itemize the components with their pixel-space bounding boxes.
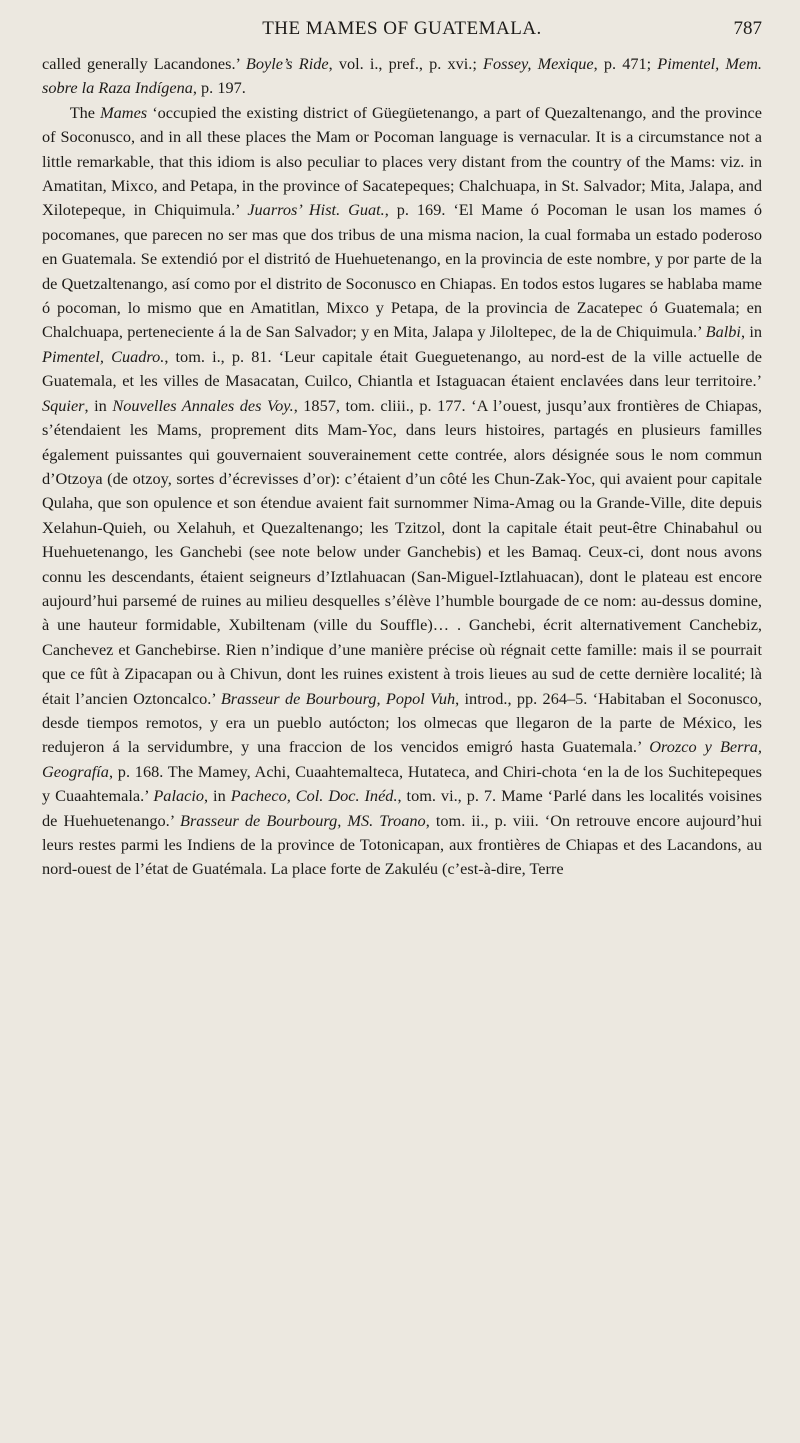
text-run: , in xyxy=(204,786,231,806)
citation-italic: Mames xyxy=(100,102,148,122)
text-run: , tom. i., p. 81. ‘Leur capitale était Gueguetenango, au nord-est de la ville actuelle de Guatemala, et les villes de Masacatan, Cuilco, Chiantla et Istaguacan étaient enclavées dans leur territoire.’ xyxy=(42,346,762,391)
citation-italic: Nouvelles Annales des Voy. xyxy=(112,395,294,415)
text-run: , p. 169. ‘El Mame ó Pocoman le usan los mames ó pocomanes, que parecen no ser mas que dos tribus de una misma nacion, la cual formaba un estado poderoso en Guatemala. Se extendió por el distritó de Huehuetenango, en la provincia de este nombre, y por parte de la de Quetzaltenango, así como por el distrito de Soconusco en Chiapas. En todos estos lugares se hablaba mame ó pocoman, lo mismo que en Amatitlan, Mixco y Petapa, de la provincia de Zacatepec ó Guatemala; en Chalchuapa, perteneciente á la de San Salvador; y en Mita, Jalapa y Jiloltepec, de la de Chiquimula.’ xyxy=(42,200,762,342)
page-number: 787 xyxy=(733,18,762,39)
text-run: , in xyxy=(84,395,113,415)
text-run: , vol. i., pref., p. xvi.; xyxy=(328,54,484,73)
text-run: , tom. vi., p. 7. Mame ‘Parlé dans les localités voisines de Huehuetenango.’ xyxy=(42,786,762,830)
book-page xyxy=(0,4,800,1443)
citation-italic: Palacio xyxy=(153,786,204,806)
text-run: , p. 168. The Mamey, Achi, Cuaahtemalteca, Hutateca, and Chiri-chota ‘en la de los Suchitepeques y Cuaahtemala.’ xyxy=(42,761,762,806)
citation-italic: Pimentel, Mem. sobre la Raza Indígena xyxy=(42,54,762,98)
text-run: , 1857, tom. cliii., p. 177. ‘A l’ouest, jusqu’aux frontières de Chiapas, s’étendaient les Mams, proprement dits Mam-Yoc, dans leurs histoires, partagés en plusieurs familles également puissantes qui gouvernaient souverainement cette contrée, alors désignée sous le nom commun d’Otzoya (de otzoy, sortes d’écrevisses d’or): c’étaient d’un côté les Chun-Zak-Yoc, qui avaient pour capitale Qulaha, que son opulence et son étendue avaient fait surnommer Nima-Amag ou la Grande-Ville, dite depuis Xelahun-Quieh, ou Xelahuh, et Quezaltenango; les Tzitzol, dont la capitale était peut-être Chinabahul ou Huehuetenango, les Ganchebi (see note below under Ganchebis) et les Bamaq. Ceux-ci, dont nous avons connu les descendants, étaient seigneurs d’Iztlahuacan (San-Miguel-Iztlahuacan), dont le plateau est encore aujourd’hui parsemé de ruines au milieu desquelles s’élève l’humble bourgade de ce nom: au-dessus domine, à une hauteur formidable, Xubiltenam (ville du Souffle)… . Ganchebi, écrit alternativement Canchebiz, Canchevez et Ganchebirse. Rien n’indique d’une manière précise où régnait cette famille: mais il se pourrait que ce fût à Zipacapan ou à Chivun, dont les ruines existent à trois lieues au sud de cette dernière localité; là était l’ancien Oztoncalco.’ xyxy=(42,395,762,708)
running-title: THE MAMES OF GUATEMALA. xyxy=(262,18,542,39)
text-run: , p. 197. xyxy=(192,78,246,98)
citation-italic: Brasseur de Bourbourg, MS. Troano xyxy=(180,810,426,830)
citation-italic: Pacheco, Col. Doc. Inéd. xyxy=(230,786,398,806)
text-run: , introd., pp. 264–5. ‘Habitaban el Soconusco, desde tiempos remotos, y era un pueblo autócton; los olmecas que llegaron de la parte de México, les redujeron á la servidumbre, y una fraccion de los vencidos emigró hasta Guatemala.’ xyxy=(42,688,762,757)
paragraph-continuation xyxy=(42,52,762,101)
text-run: , p. 471; xyxy=(593,54,658,73)
citation-italic: Boyle’s Ride xyxy=(245,54,329,73)
running-header xyxy=(42,4,762,50)
citation-italic: Brasseur de Bourbourg, Popol Vuh xyxy=(220,688,456,708)
citation-italic: Balbi xyxy=(705,322,741,342)
citation-italic: Juarros’ Hist. Guat. xyxy=(247,200,385,220)
citation-italic: Orozco y Berra, Geografía xyxy=(42,737,762,781)
citation-italic: Squier xyxy=(42,395,85,415)
paragraph-mames xyxy=(42,101,762,882)
text-run: ‘occupied the existing district of Güegüetenango, a part of Quezaltenango, and the province of Soconusco, and in all these places the Mam or Pocoman language is vernacular. It is a circumstance not a little remarkable, that this idiom is also peculiar to places very distant from the country of the Mams: viz. in Amatitan, Mixco, and Petapa, in the province of Sacatepeques; Chalchuapa, in St. Salvador; Mita, Jalapa, and Xilotepeque, in Chiquimula.’ xyxy=(42,102,762,220)
text-run: , in xyxy=(740,322,762,342)
citation-italic: Fossey, Mexique xyxy=(483,54,594,73)
text-run: called generally Lacandones.’ xyxy=(42,54,246,73)
text-run: The xyxy=(69,102,101,122)
text-run: , tom. ii., p. viii. ‘On retrouve encore aujourd’hui leurs restes parmi les Indiens de la province de Totonicapan, aux frontières de Chiapas et des Lacandons, au nord-ouest de l’état de Guatémala. La place forte de Zakuléu (c’est-à-dire, Terre xyxy=(42,810,762,879)
footnote-text xyxy=(42,52,762,882)
citation-italic: Pimentel, Cuadro. xyxy=(42,346,165,366)
